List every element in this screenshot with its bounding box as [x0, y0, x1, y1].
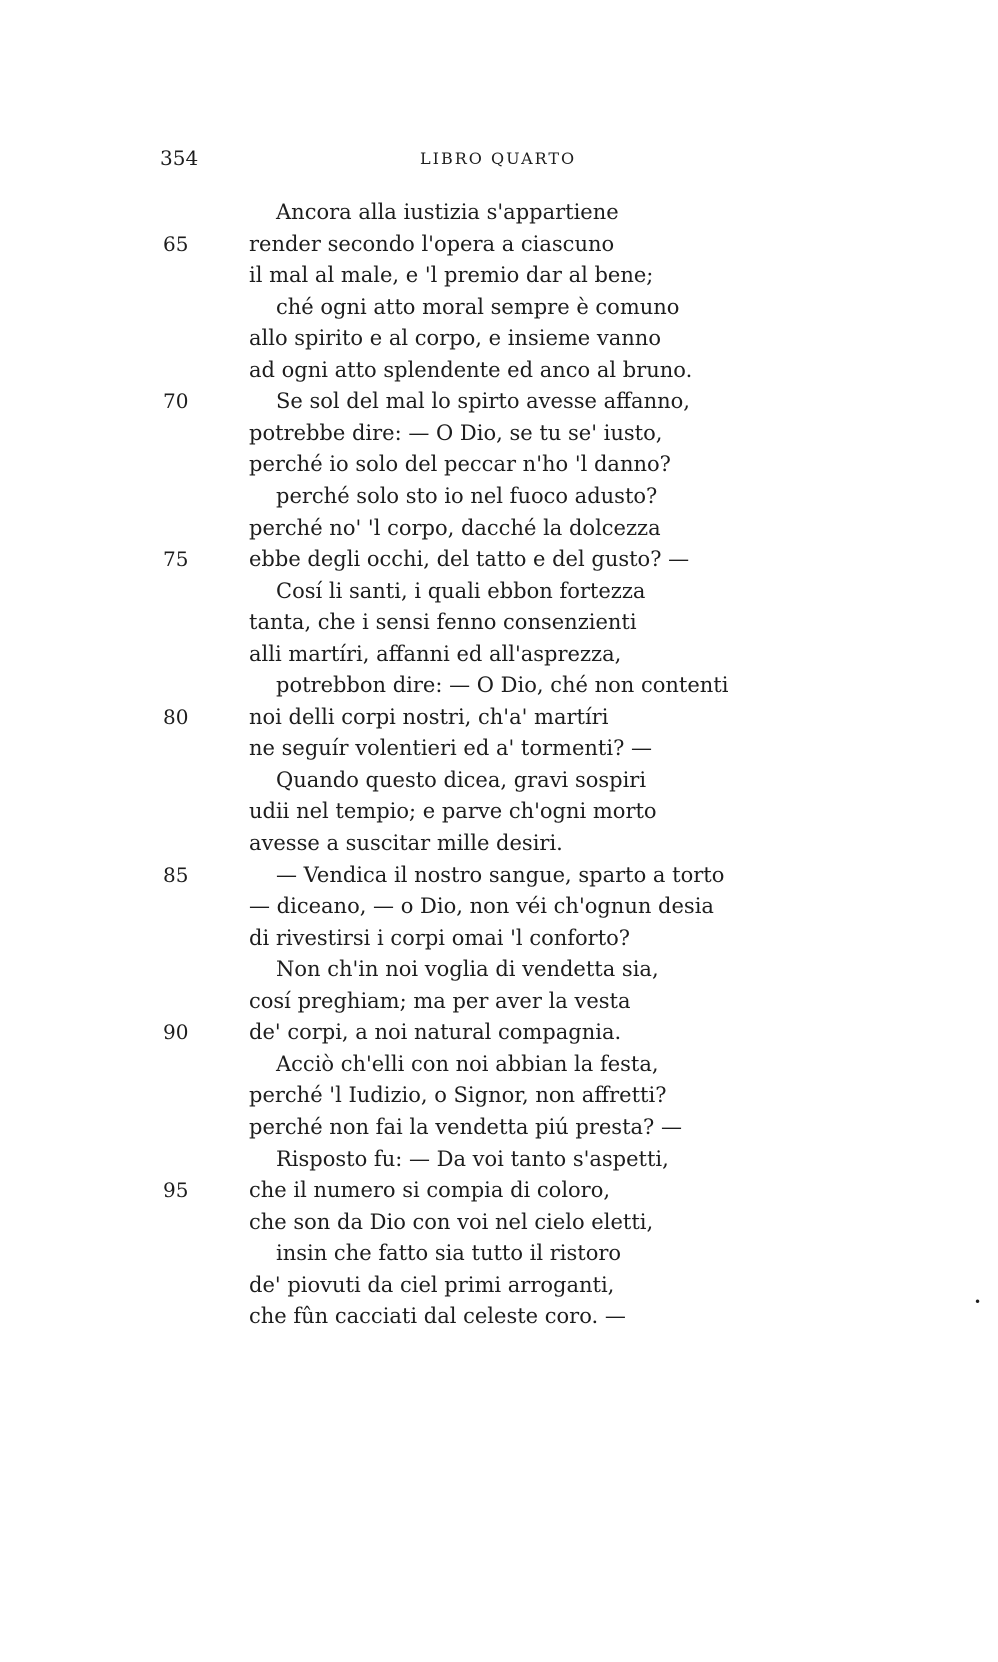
line-number: 65 — [163, 231, 189, 256]
line-number: 75 — [163, 547, 189, 572]
verse-line: cosí preghiam; ma per aver la vesta — [249, 988, 631, 1013]
verse-line: Ancora alla iustizia s'appartiene — [276, 200, 619, 224]
verse-line: di rivestirsi i corpi omai 'l conforto? — [249, 925, 631, 950]
verse-line: che son da Dio con voi nel cielo eletti, — [249, 1209, 654, 1234]
verse-line: il mal al male, e 'l premio dar al bene; — [249, 263, 654, 288]
margin-mark: • — [974, 1295, 982, 1309]
verse-line: perché io solo del peccar n'ho 'l danno? — [249, 452, 671, 477]
verse-line: Cosí li santi, i quali ebbon fortezza — [276, 578, 646, 603]
verse-line: Quando questo dicea, gravi sospiri — [276, 767, 647, 792]
line-number: 85 — [163, 862, 189, 887]
verse-line: perché non fai la vendetta piú presta? — — [249, 1114, 682, 1139]
verse-line: udii nel tempio; e parve ch'ogni morto — [249, 799, 657, 824]
verse-line: ebbe degli occhi, del tatto e del gusto? — — [249, 547, 690, 572]
verse-line: ché ogni atto moral sempre è comuno — [276, 294, 680, 319]
verse-line: perché no' 'l corpo, dacché la dolcezza — [249, 515, 661, 540]
line-number: 95 — [163, 1178, 189, 1203]
verse-line: perché 'l Iudizio, o Signor, non affretti? — [249, 1083, 667, 1108]
verse-line: noi delli corpi nostri, ch'a' martíri — [249, 704, 609, 729]
verse-line: avesse a suscitar mille desiri. — [249, 831, 563, 855]
running-title: LIBRO QUARTO — [420, 149, 577, 168]
line-number: 80 — [163, 704, 189, 729]
verse-line: ne seguír volentieri ed a' tormenti? — — [249, 736, 653, 761]
verse-line: Se sol del mal lo spirto avesse affanno, — [276, 389, 690, 414]
verse-line: — diceano, — o Dio, non véi ch'ognun desia — [249, 894, 714, 919]
verse-line: insin che fatto sia tutto il ristoro — [276, 1241, 622, 1266]
line-number: 90 — [163, 1020, 189, 1045]
verse-line: perché solo sto io nel fuoco adusto? — [276, 483, 658, 508]
line-number: 70 — [163, 389, 189, 414]
page-number: 354 — [160, 146, 199, 170]
verse-line: alli martíri, affanni ed all'asprezza, — [249, 641, 622, 666]
verse-line: che il numero si compia di coloro, — [249, 1178, 611, 1203]
verse-line: tanta, che i sensi fenno consenzienti — [249, 610, 637, 635]
verse-line: potrebbon dire: — O Dio, ché non contenti — [276, 673, 729, 698]
page-header — [0, 146, 998, 176]
verse-line: Non ch'in noi voglia di vendetta sia, — [276, 957, 659, 982]
verse-line: render secondo l'opera a ciascuno — [249, 231, 615, 256]
verse-line: de' corpi, a noi natural compagnia. — [249, 1020, 622, 1045]
verse-line: de' piovuti da ciel primi arroganti, — [249, 1272, 615, 1297]
verse-line: potrebbe dire: — O Dio, se tu se' iusto, — [249, 420, 663, 445]
verse-line: — Vendica il nostro sangue, sparto a torto — [276, 862, 725, 887]
verse-line: che fûn cacciati dal celeste coro. — — [249, 1304, 626, 1329]
verse-line: ad ogni atto splendente ed anco al bruno. — [249, 357, 693, 382]
verse-line: Acciò ch'elli con noi abbian la festa, — [276, 1051, 659, 1076]
verse-line: allo spirito e al corpo, e insieme vanno — [249, 326, 661, 351]
verse-line: Risposto fu: — Da voi tanto s'aspetti, — [276, 1146, 669, 1171]
